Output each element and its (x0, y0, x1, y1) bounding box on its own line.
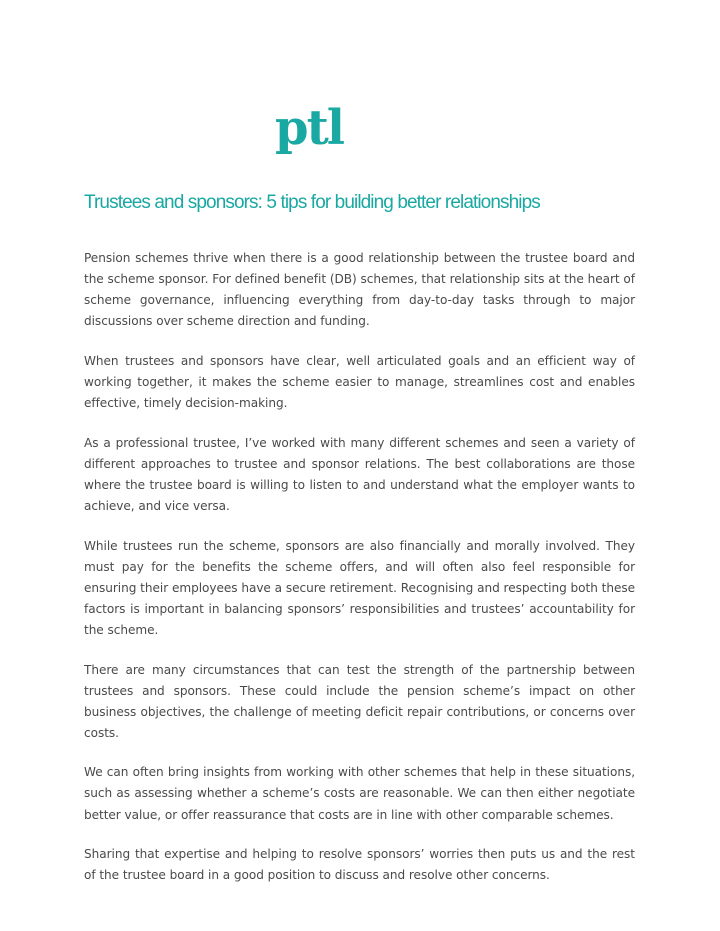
paragraph-5: There are many circumstances that can test the strength of the partnership between trustees and sponsors. These could include the pension scheme’s impact on other business objectives, the challenge of meeting deficit repair contributions, or concerns over costs. (84, 662, 635, 740)
paragraph-1: Pension schemes thrive when there is a good relationship between the trustee board and the scheme sponsor. For defined benefit (DB) schemes, that relationship sits at the heart of scheme governance, influencing everything from day-to-day tasks through to major discussions over scheme direction and funding. (84, 251, 635, 329)
paragraph-2: When trustees and sponsors have clear, well articulated goals and an efficient way of working together, it makes the scheme easier to manage, streamlines cost and enables effective, timely decision-making. (84, 353, 635, 411)
paragraph-6: We can often bring insights from working with other schemes that help in these situations, such as assessing whether a scheme’s costs are reasonable. We can then either negotiate better value, or offer reassurance that costs are in line with other comparable schemes. (84, 765, 635, 822)
ptl-logo-graphic (275, 104, 365, 164)
paragraph-7: Sharing that expertise and helping to resolve sponsors’ worries then puts us and the rest of the trustee board in a good position to discuss and resolve other concerns. (84, 847, 635, 883)
ptl-logo (275, 104, 365, 164)
ptl-logo-text: ptl (275, 104, 343, 156)
article-body (84, 248, 635, 905)
paragraph-3: As a professional trustee, I’ve worked with many different schemes and seen a variety of different approaches to trustee and sponsor relations. The best collaborations are those where the trustee board is willing to listen to and understand what the employer wants to achieve, and vice versa. (84, 435, 635, 513)
article-title: Trustees and sponsors: 5 tips for building better relationships (84, 192, 540, 213)
paragraph-4: While trustees run the scheme, sponsors are also financially and morally involved. They must pay for the benefits the scheme offers, and will often also feel responsible for ensuring their employees have a secure retirement. Recognising and respecting both these factors is important in balancing sponsors’ responsibilities and trustees’ accountability for the scheme. (84, 538, 635, 637)
